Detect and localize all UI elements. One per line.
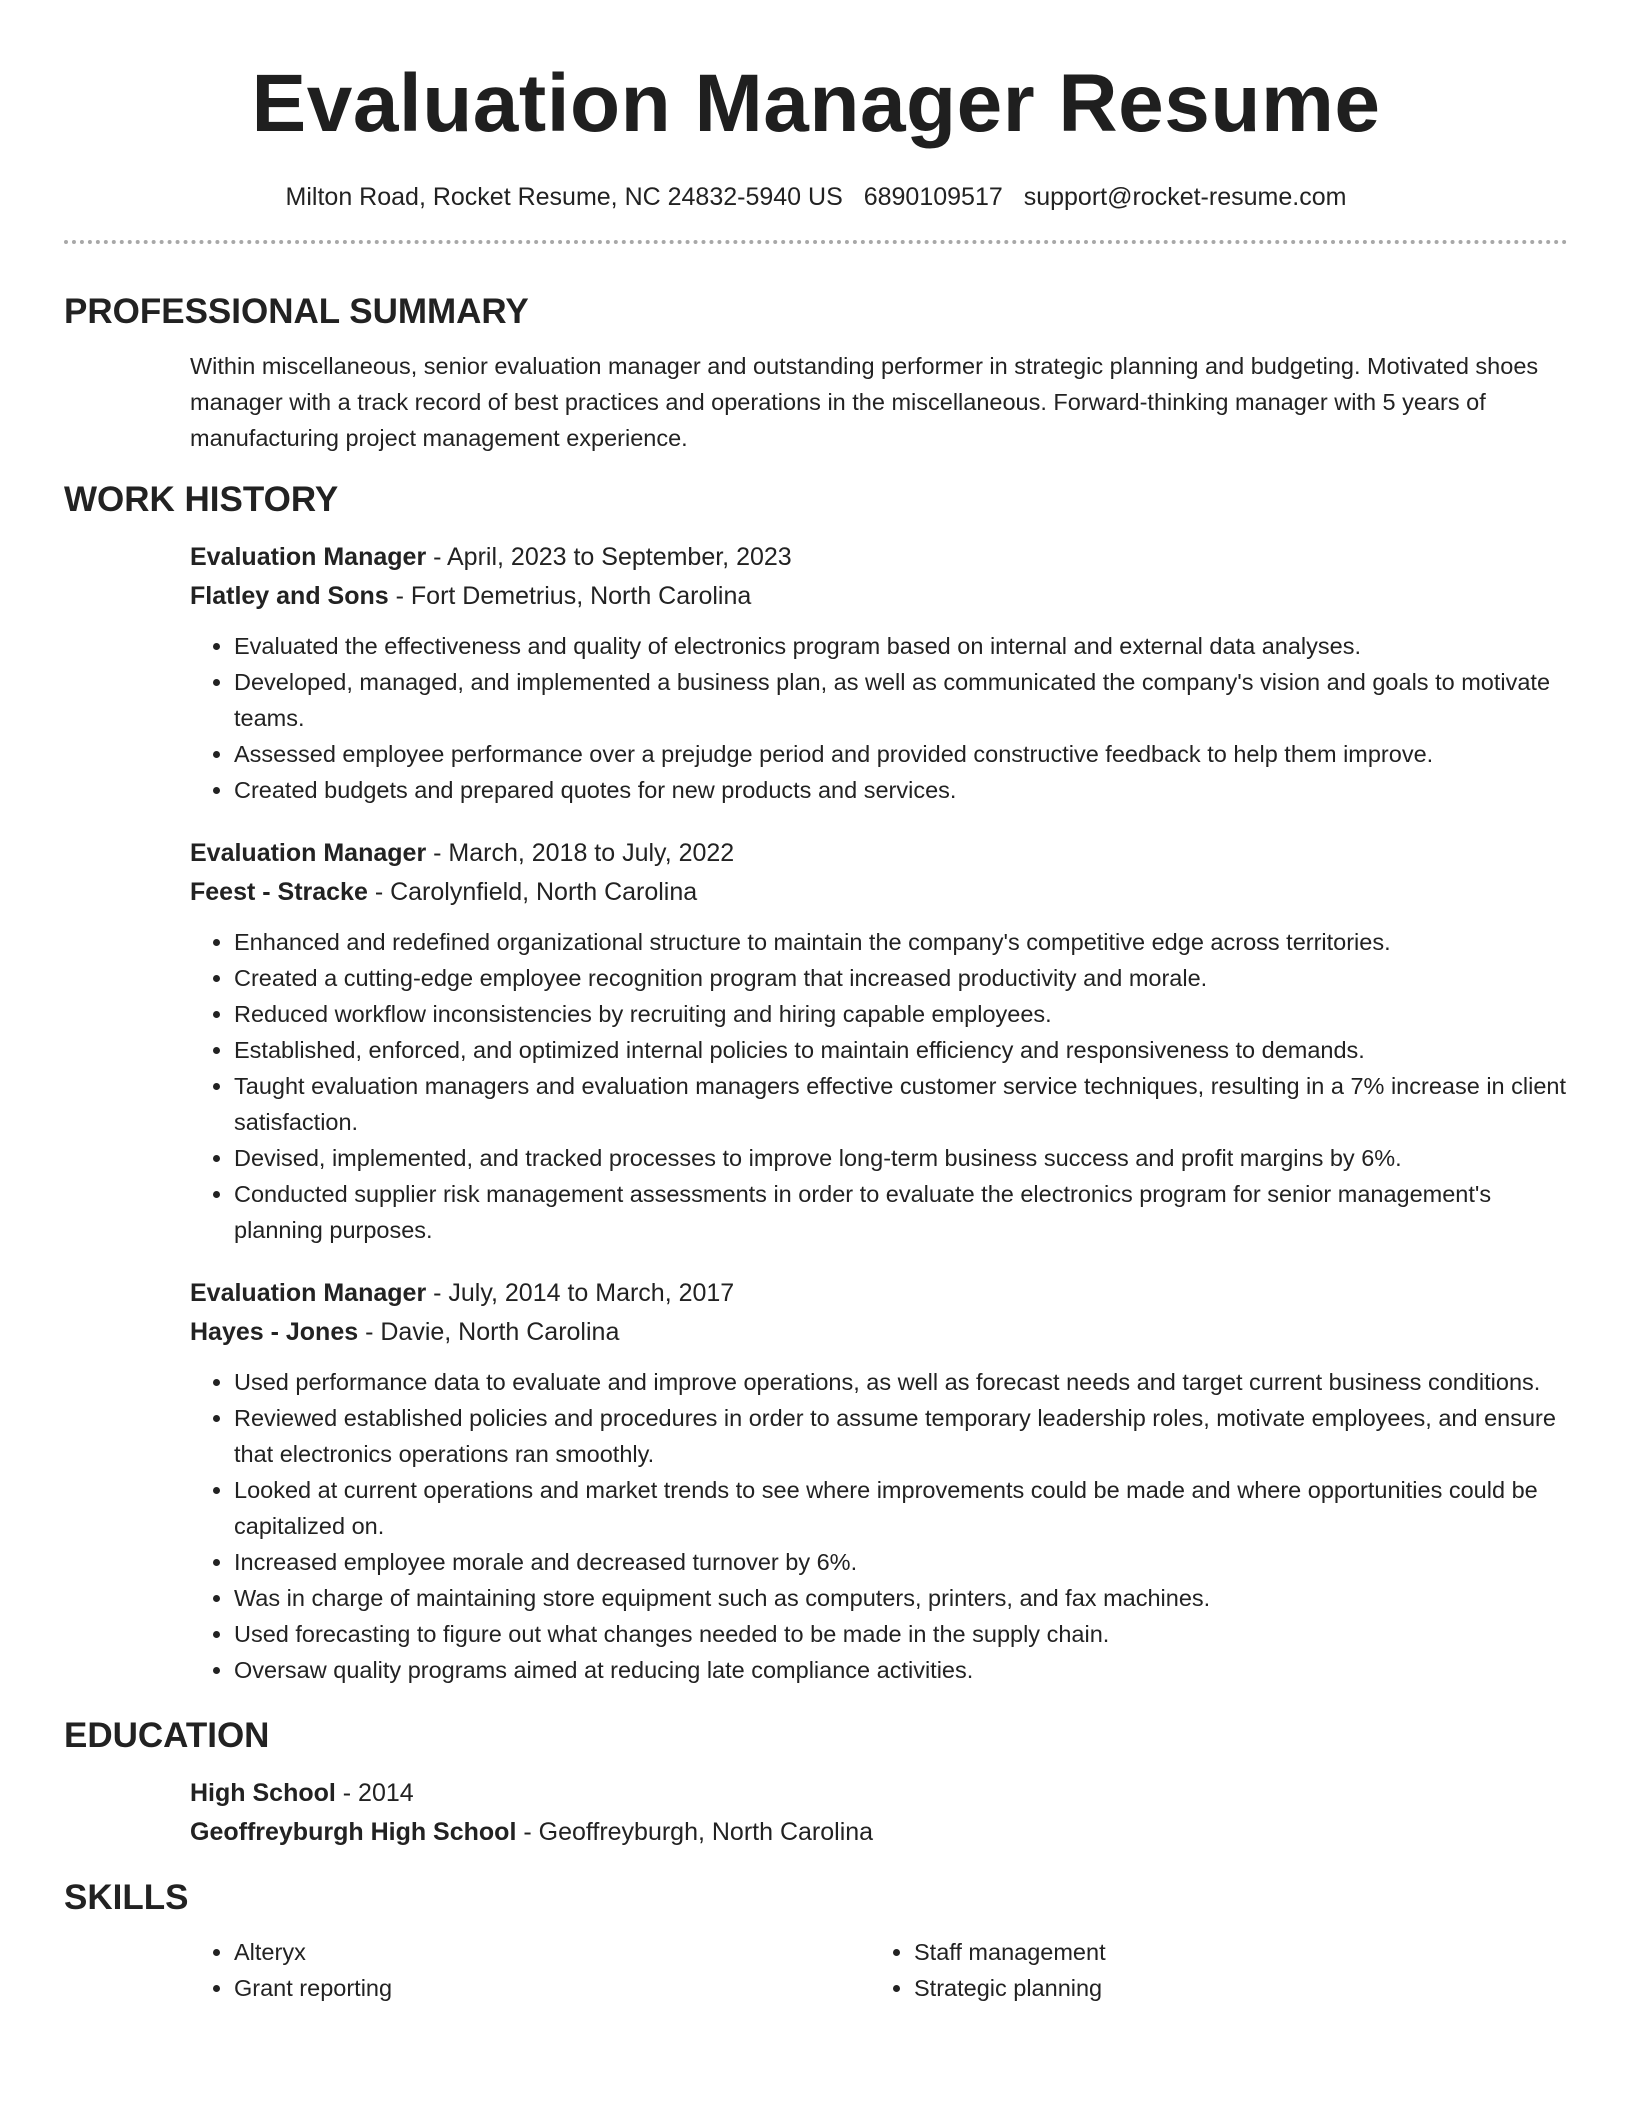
job-bullets [190, 628, 1568, 808]
job-entry [190, 834, 1568, 1248]
job-bullet: • Created budgets and prepared quotes for new products and services. [234, 772, 1568, 808]
job-company: Hayes - Jones [190, 1318, 359, 1346]
job-company-line [190, 577, 1568, 616]
job-bullet: • Used performance data to evaluate and improve operations, as well as forecast needs and target current business conditions. [234, 1364, 1568, 1400]
contact-email: support@rocket-resume.com [1023, 183, 1347, 211]
job-entry [190, 1274, 1568, 1688]
contact-address: Milton Road, Rocket Resume, NC 24832-5940 US [285, 183, 843, 211]
job-bullet: • Taught evaluation managers and evaluation managers effective customer service techniques, resulting in a 7% increase in client satisfaction. [234, 1068, 1568, 1140]
job-location: - Fort Demetrius, North Carolina [388, 582, 752, 610]
job-title-line [190, 834, 1568, 873]
job-bullet: • Developed, managed, and implemented a business plan, as well as communicated the company's vision and goals to motivate teams. [234, 664, 1568, 736]
skill-item: • Staff management [914, 1934, 1550, 1970]
job-bullet: • Increased employee morale and decreased turnover by 6%. [234, 1544, 1568, 1580]
job-bullet: • Created a cutting-edge employee recognition program that increased productivity and morale. [234, 960, 1568, 996]
summary-heading: PROFESSIONAL SUMMARY [64, 292, 529, 331]
job-company: Flatley and Sons [190, 582, 389, 610]
education-degree-line [190, 1774, 1568, 1813]
job-entry [190, 538, 1568, 808]
job-bullet: • Reviewed established policies and procedures in order to assume temporary leadership roles, motivate employees, and ensure that electronics operations ran smoothly. [234, 1400, 1568, 1472]
job-dates: - April, 2023 to September, 2023 [426, 543, 792, 571]
education-school: Geoffreyburgh High School [190, 1818, 517, 1846]
job-dates: - March, 2018 to July, 2022 [426, 839, 735, 867]
skill-item: • Grant reporting [234, 1970, 870, 2006]
education-location: - Geoffreyburgh, North Carolina [516, 1818, 874, 1846]
job-title: Evaluation Manager [190, 543, 427, 571]
job-bullet: • Conducted supplier risk management assessments in order to evaluate the electronics program for senior management's planning purposes. [234, 1176, 1568, 1248]
education-year: - 2014 [335, 1779, 414, 1807]
resume-title: Evaluation Manager Resume [251, 58, 1381, 149]
skills-heading: SKILLS [64, 1878, 189, 1917]
job-bullet: • Evaluated the effectiveness and quality of electronics program based on internal and external data analyses. [234, 628, 1568, 664]
job-bullet: • Was in charge of maintaining store equipment such as computers, printers, and fax machines. [234, 1580, 1568, 1616]
job-bullets [190, 924, 1568, 1248]
summary-text: Within miscellaneous, senior evaluation manager and outstanding performer in strategic planning and budgeting. Motivated shoes manager with a track record of best practices and operations in the miscellaneous. Forward-thinking manager with 5 years of manufacturing project management experience. [190, 353, 1539, 451]
job-bullet: • Oversaw quality programs aimed at reducing late compliance activities. [234, 1652, 1568, 1688]
job-bullet: • Enhanced and redefined organizational structure to maintain the company's competitive edge across territories. [234, 924, 1568, 960]
education-degree: High School [190, 1779, 336, 1807]
job-bullet: • Looked at current operations and market trends to see where improvements could be made and where opportunities could be capitalized on. [234, 1472, 1568, 1544]
job-title: Evaluation Manager [190, 839, 427, 867]
job-location: - Davie, North Carolina [358, 1318, 620, 1346]
job-bullets [190, 1364, 1568, 1688]
job-dates: - July, 2014 to March, 2017 [426, 1279, 735, 1307]
job-company-line [190, 1313, 1568, 1352]
job-bullet: • Devised, implemented, and tracked processes to improve long-term business success and profit margins by 6%. [234, 1140, 1568, 1176]
resume-page [64, 0, 1568, 2006]
header-divider [64, 240, 1568, 244]
skills-column-right [870, 1934, 1550, 2006]
contact-line [64, 180, 1568, 214]
education-school-line [190, 1813, 1568, 1852]
skill-item: • Alteryx [234, 1934, 870, 1970]
job-bullet: • Assessed employee performance over a prejudge period and provided constructive feedback to help them improve. [234, 736, 1568, 772]
job-bullet: • Used forecasting to figure out what changes needed to be made in the supply chain. [234, 1616, 1568, 1652]
job-bullet: • Reduced workflow inconsistencies by recruiting and hiring capable employees. [234, 996, 1568, 1032]
job-title-line [190, 1274, 1568, 1313]
job-title: Evaluation Manager [190, 1279, 427, 1307]
skill-item: • Strategic planning [914, 1970, 1550, 2006]
contact-phone: 6890109517 [863, 183, 1003, 211]
job-company-line [190, 873, 1568, 912]
education-heading: EDUCATION [64, 1716, 270, 1755]
work-history-heading: WORK HISTORY [64, 480, 339, 519]
education-entry [190, 1774, 1568, 1852]
skills-column-left [190, 1934, 870, 2006]
job-title-line [190, 538, 1568, 577]
job-bullet: • Established, enforced, and optimized internal policies to maintain efficiency and responsiveness to demands. [234, 1032, 1568, 1068]
job-location: - Carolynfield, North Carolina [367, 878, 698, 906]
job-company: Feest - Stracke [190, 878, 368, 906]
skills-list [190, 1934, 1568, 2006]
